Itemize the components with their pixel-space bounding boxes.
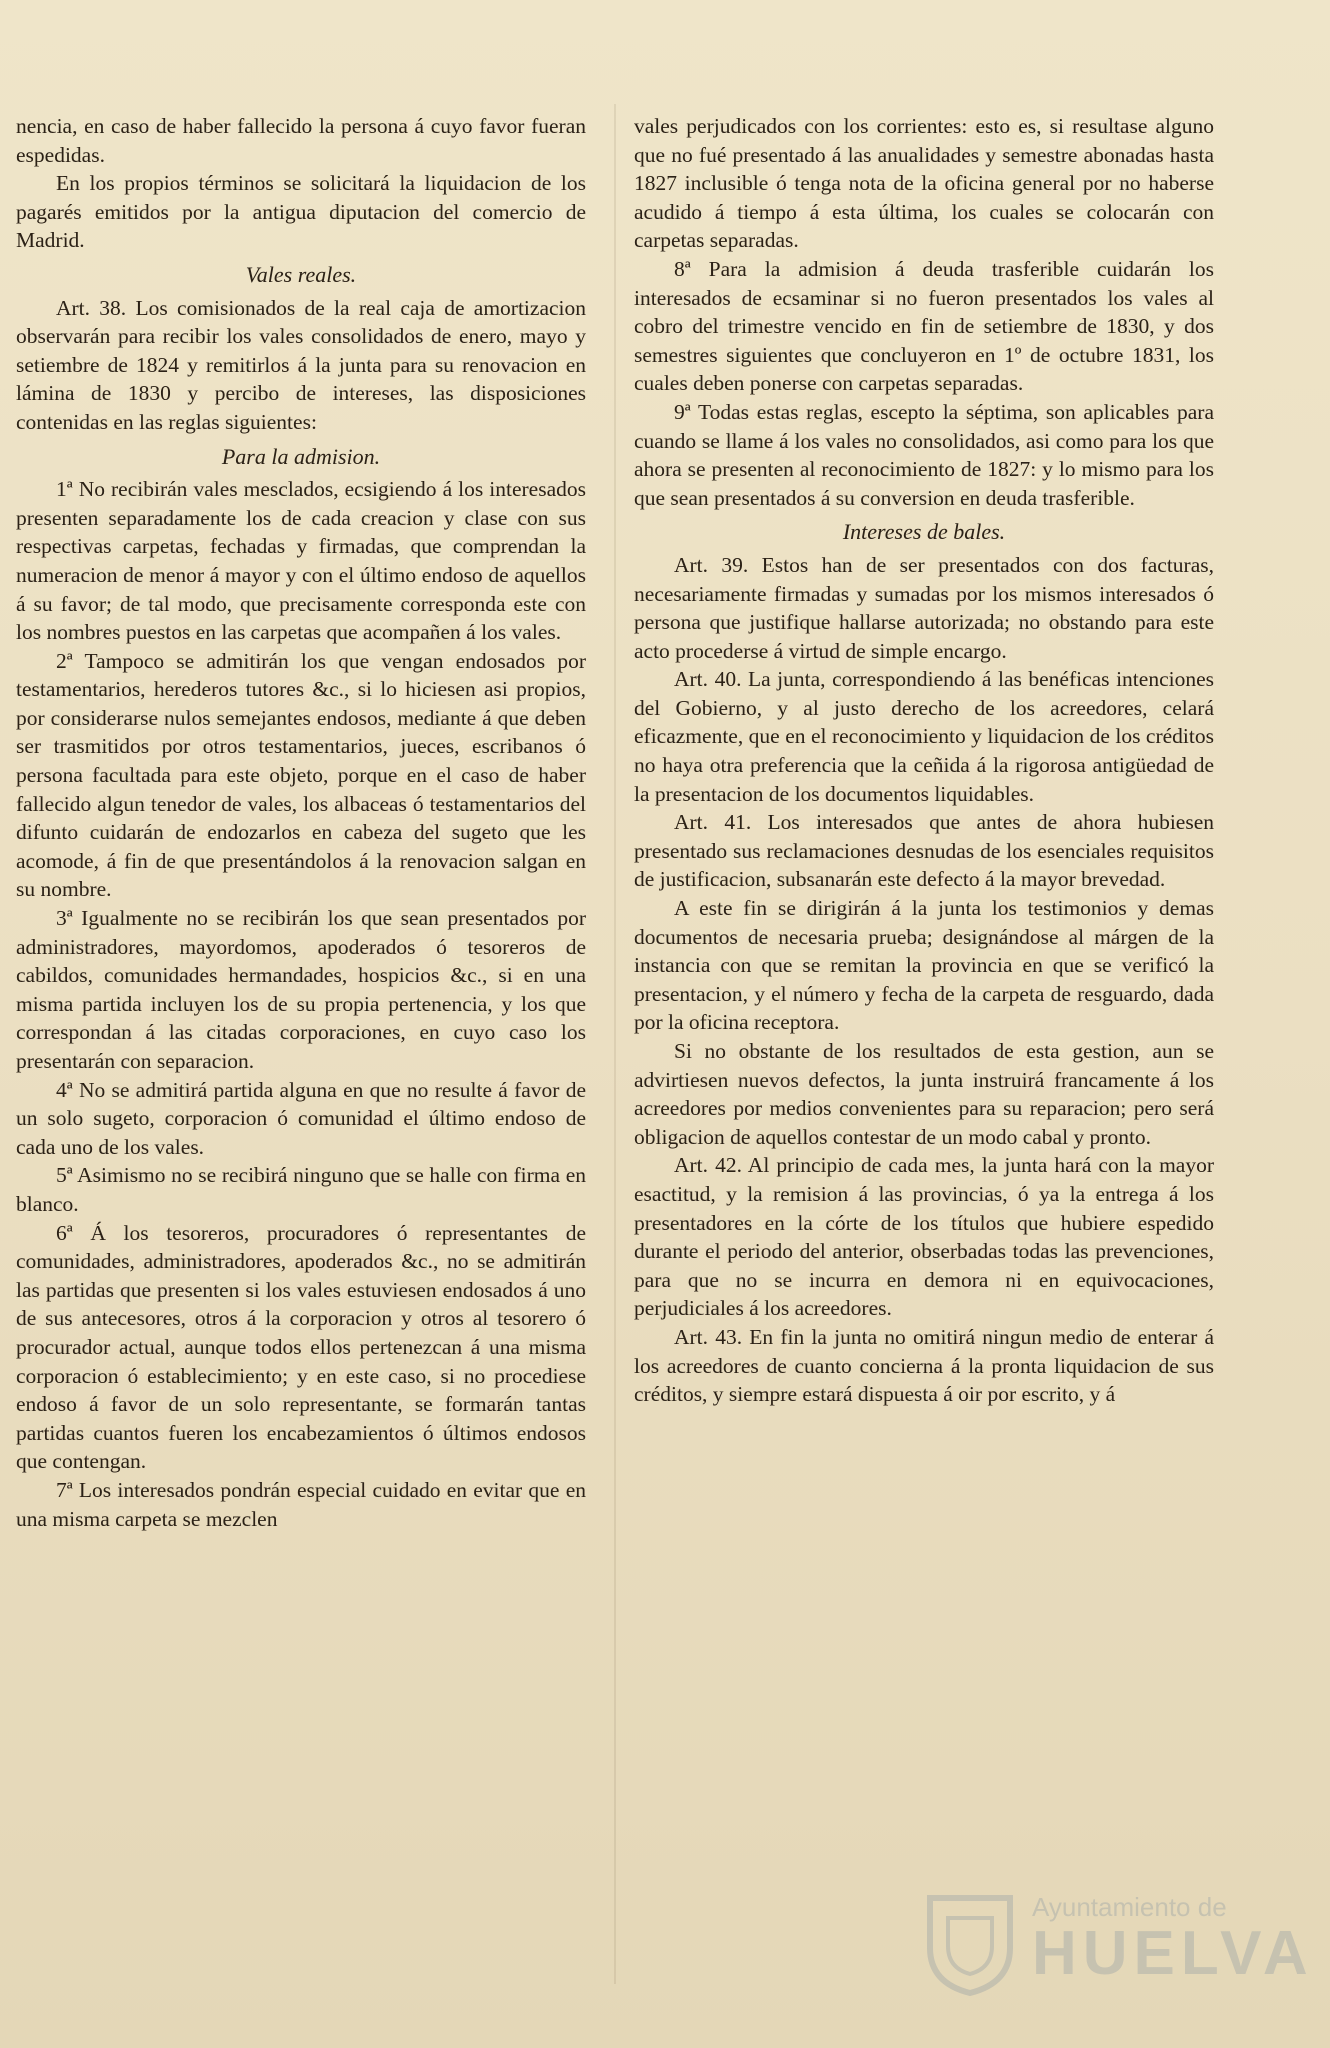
- section-heading: Intereses de bales.: [842, 519, 1006, 545]
- right-column: [634, 112, 1214, 1409]
- paragraph: Art. 42. Al principio de cada mes, la junta hará con la mayor esactitud, y la remision á las provincias, ó ya la entrega á los presentadores en la córte de los títulos que hubiere espedido durante el periodo del anterior, obserbadas todas las prevenciones, para que no se incurra en demora ni en equivocaciones, perjudiciales á los acreedores.: [634, 1153, 1214, 1321]
- paragraph: 2ª Tampoco se admitirán los que vengan endosados por testamentarios, herederos tutores &c., si lo hiciesen asi propios, por considerarse nulos semejantes endosos, mediante á que deben ser trasmitidos por otros testamentarios, jueces, escribanos ó persona facultada para este objeto, porque en el caso de haber fallecido algun tenedor de vales, los albaceas ó testamentarios del difunto cuidarán de endozarlos en cabeza del sugeto que les acomode, á fin de que presentándolos á la renovacion salgan en su nombre.: [16, 648, 586, 902]
- paragraph: Art. 40. La junta, correspondiendo á las benéficas intenciones del Gobierno, y al justo derecho de los acreedores, celará eficazmente, que en el reconocimiento y liquidacion de los créditos no haya otra preferencia que la ceñida á la rigorosa antigüedad de la presentacion de los documentos liquidables.: [634, 667, 1214, 806]
- paragraph: Art. 38. Los comisionados de la real caja de amortizacion observarán para recibir los vales consolidados de enero, mayo y setiembre de 1824 y remitirlos á la junta para su renovacion en lámina de 1830 y percibo de intereses, las disposiciones contenidas en las reglas siguientes:: [16, 295, 586, 434]
- paragraph: Art. 39. Estos han de ser presentados con dos facturas, necesariamente firmadas y sumadas por los mismos interesados ó persona que justifique hallarse autorizada; no obstando para este acto procederse á virtud de simple encargo.: [634, 552, 1214, 663]
- watermark-line1: Ayuntamiento de: [1032, 1892, 1227, 1922]
- paragraph: 7ª Los interesados pondrán especial cuidado en evitar que en una misma carpeta se mezclen: [16, 1477, 586, 1531]
- coat-of-arms-icon: [920, 1888, 1020, 1998]
- paragraph: Art. 41. Los interesados que antes de ahora hubiesen presentado sus reclamaciones desnudas de los esenciales requisitos de justificacion, subsanarán este defecto á la mayor brevedad.: [634, 810, 1214, 892]
- column-gutter: [614, 104, 616, 1984]
- section-heading: Para la admision.: [221, 443, 381, 469]
- watermark-line2: HUELVA: [1032, 1919, 1314, 1988]
- paragraph: 6ª Á los tesoreros, procuradores ó representantes de comunidades, administradores, apoderados &c., no se admitirán las partidas que presenten si los vales estuviesen endosados á uno de sus antecesores, otros á la corporacion y otros al tesorero ó procurador actual, aunque todos ellos pertenezcan á una misma corporacion ó establecimiento; y en este caso, si no procediese endoso á favor de un solo representante, se formarán tantas partidas cuantos fueren los encabezamientos ó últimos endosos que contengan.: [16, 1220, 586, 1474]
- paragraph: 8ª Para la admision á deuda trasferible cuidarán los interesados de ecsaminar si no fueron presentados los vales al cobro del trimestre vencido en fin de setiembre de 1830, y dos semestres siguientes que concluyeron en 1º de octubre 1831, los cuales deben ponerse con carpetas separadas.: [634, 256, 1214, 396]
- left-column: [16, 112, 586, 1533]
- paragraph: A este fin se dirigirán á la junta los testimonios y demas documentos de necesaria prueba; designándose al márgen de la instancia con que se remitan la provincia en que se verificó la presentacion, y el número y fecha de la carpeta de resguardo, dada por la oficina receptora.: [634, 896, 1214, 1035]
- paragraph: Art. 43. En fin la junta no omitirá ningun medio de enterar á los acreedores de cuanto concierna á la pronta liquidacion de sus créditos, y siempre estará dispuesta á oir por escrito, y á: [634, 1324, 1214, 1407]
- paragraph: En los propios términos se solicitará la liquidacion de los pagarés emitidos por la antigua diputacion del comercio de Madrid.: [16, 171, 586, 253]
- archive-watermark: [920, 1888, 1314, 1998]
- paragraph: 3ª Igualmente no se recibirán los que sean presentados por administradores, mayordomos, apoderados ó tesoreros de cabildos, comunidades hermandades, hospicios &c., si en una misma partida incluyen los de su propia pertenencia, y los que correspondan á las citadas corporaciones, en cuyo caso los presentarán con separacion.: [16, 906, 586, 1073]
- paragraph: 9ª Todas estas reglas, escepto la séptima, son aplicables para cuando se llame á los vales no consolidados, asi como para los que ahora se presenten al reconocimiento de 1827: y lo mismo para los que sean presentados á su conversion en deuda trasferible.: [634, 399, 1214, 510]
- paragraph: nencia, en caso de haber fallecido la persona á cuyo favor fueran espedidas.: [16, 114, 586, 167]
- paragraph: vales perjudicados con los corrientes: esto es, si resultase alguno que no fué presentado á las anualidades y semestre abonadas hasta 1827 inclusible ó tenga nota de la oficina general por no haberse acudido á tiempo á esta última, los cuales se colocarán con carpetas separadas.: [634, 114, 1214, 253]
- paragraph: 4ª No se admitirá partida alguna en que no resulte á favor de un solo sugeto, corporacion ó comunidad el último endoso de cada uno de los vales.: [16, 1077, 586, 1159]
- paragraph: 1ª No recibirán vales mesclados, ecsigiendo á los interesados presenten separadamente los de cada creacion y clase con sus respectivas carpetas, fechadas y firmadas, que comprendan la numeracion de menor á mayor y con el último endoso de aquellos á su favor; de tal modo, que precisamente corresponda este con los nombres puestos en las carpetas que acompañen á los vales.: [16, 477, 586, 645]
- paragraph: Si no obstante de los resultados de esta gestion, aun se advirtiesen nuevos defectos, la junta instruirá francamente á los acreedores por medios convenientes para su reparacion; pero será obligacion de aquellos contestar de un modo cabal y pronto.: [634, 1039, 1214, 1149]
- section-heading: Vales reales.: [245, 261, 357, 287]
- paragraph: 5ª Asimismo no se recibirá ninguno que se halle con firma en blanco.: [16, 1163, 586, 1216]
